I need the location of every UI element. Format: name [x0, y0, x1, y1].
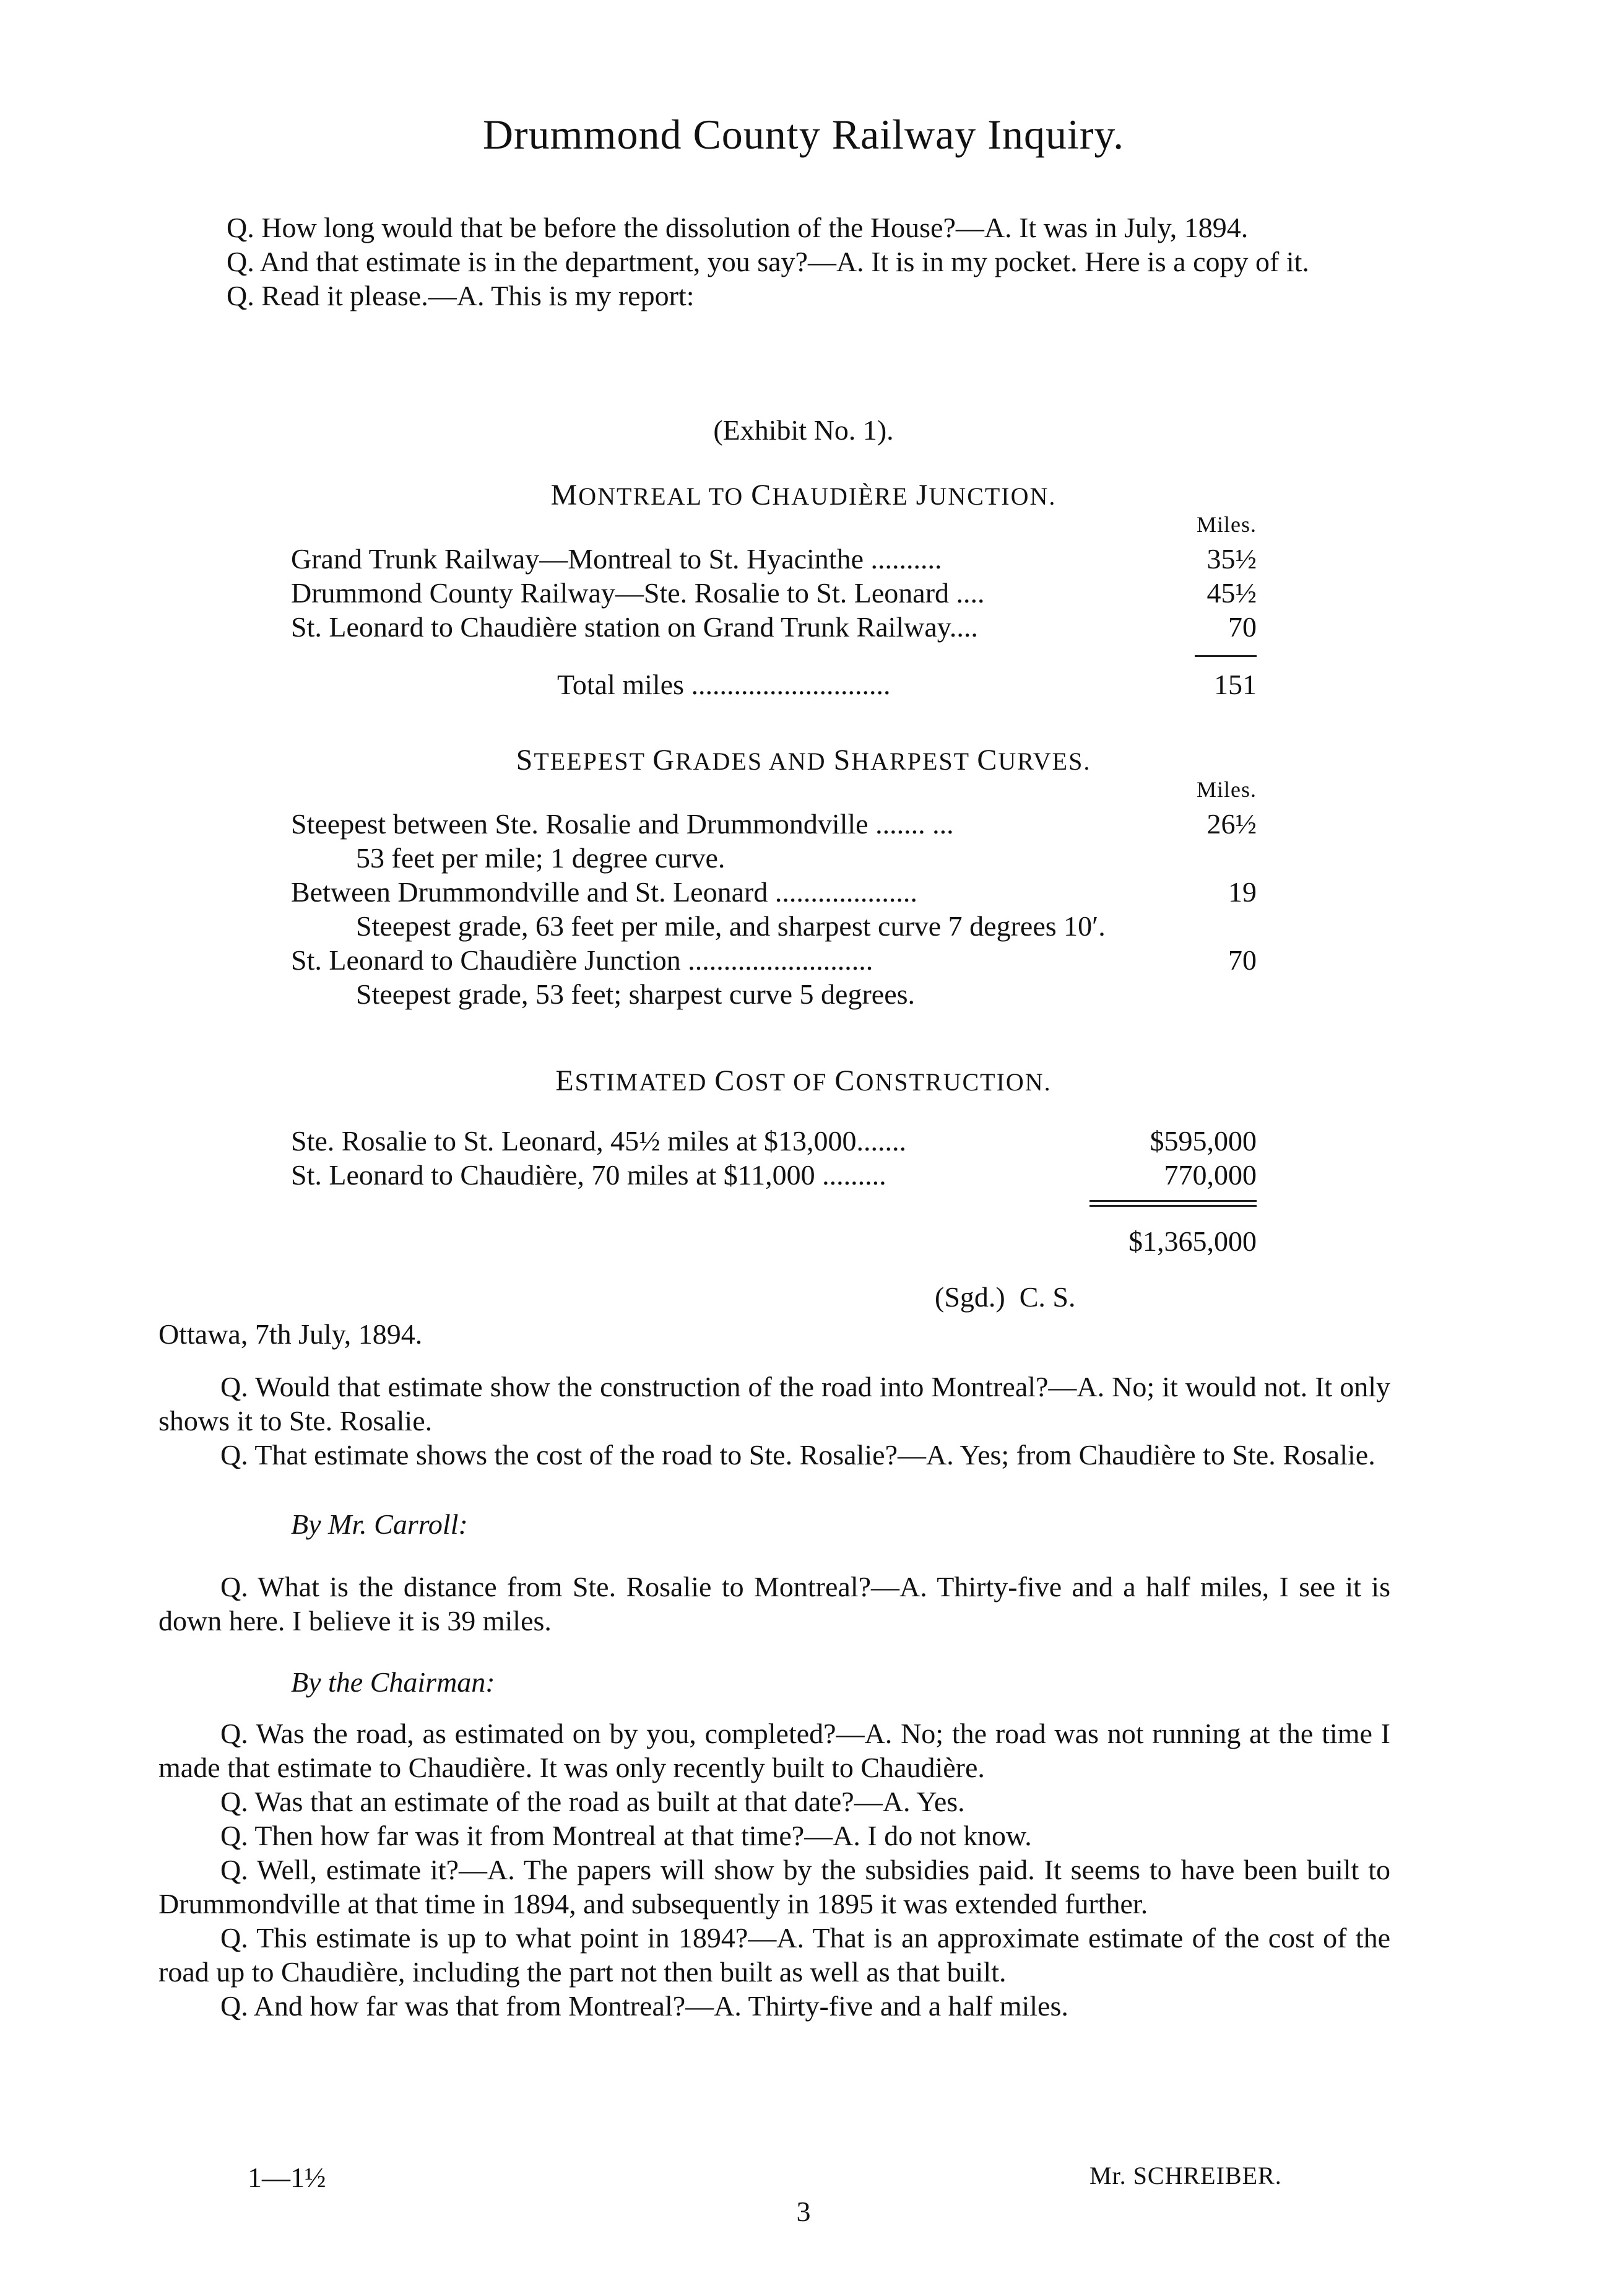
signature: (Sgd.) C. S. — [935, 1281, 1076, 1313]
qa-paragraph: Q. And that estimate is in the department, you say?—A. It is in my pocket. Here is a copy of it. — [227, 246, 1309, 277]
cost-total: $1,365,000 — [1128, 1225, 1257, 1257]
qa-paragraph: Q. This estimate is up to what point in 1894?—A. That is an approximate estimate of the cost of the road up to Chaudière, including the part not then built as well as that built. — [158, 1922, 1390, 1988]
qa-paragraph: Q. Well, estimate it?—A. The papers will show by the subsidies paid. It seems to have been built to Drummondville at that time in 1894, and subsequently in 1895 it was extended further. — [158, 1854, 1390, 1920]
cost-table — [291, 1124, 1257, 1192]
sum-rule — [1089, 1200, 1257, 1202]
section-heading-route: MONTREAL TO CHAUDIÈRE JUNCTION. — [550, 479, 1057, 511]
table-row: St. Leonard to Chaudière station on Grand Trunk Railway.... 70 — [291, 611, 1257, 643]
qa-block-3 — [158, 1716, 1390, 2023]
section-heading-grades: STEEPEST GRADES AND SHARPEST CURVES. — [516, 744, 1091, 776]
table-row: Ste. Rosalie to St. Leonard, 45½ miles at $13,000....... $595,000 — [291, 1125, 1257, 1157]
table-row: Grand Trunk Railway—Montreal to St. Hyacinthe .......... 35½ — [291, 543, 1257, 575]
page-title: Drummond County Railway Inquiry. — [482, 111, 1125, 158]
qa-paragraph: Q. That estimate shows the cost of the road to Ste. Rosalie?—A. Yes; from Chaudière to Ste. Rosalie. — [220, 1439, 1375, 1471]
qa-block-2 — [158, 1570, 1390, 1638]
qa-block-1 — [158, 1370, 1390, 1472]
table-row: Drummond County Railway—Ste. Rosalie to St. Leonard .... 45½ — [291, 577, 1257, 609]
unit-label: Miles. — [1196, 777, 1257, 802]
qa-paragraph: Q. How long would that be before the dissolution of the House?—A. It was in July, 1894. — [227, 212, 1249, 243]
total-row: Total miles ............................ 151 — [557, 669, 1257, 700]
witness-name: Mr. SCHREIBER. — [1089, 2162, 1282, 2189]
grades-table — [291, 773, 1257, 1011]
sum-rule — [1089, 1205, 1257, 1207]
qa-paragraph: Q. Then how far was it from Montreal at that time?—A. I do not know. — [220, 1820, 1032, 1851]
route-table — [291, 508, 1257, 644]
row-note: Steepest grade, 53 feet; sharpest curve 5 degrees. — [356, 978, 916, 1010]
speaker-heading: By the Chairman: — [291, 1666, 495, 1698]
section-heading-cost: ESTIMATED COST OF CONSTRUCTION. — [555, 1064, 1052, 1097]
qa-paragraph: Q. And how far was that from Montreal?—A. Thirty-five and a half miles. — [220, 1990, 1068, 2022]
table-row: Steepest between Ste. Rosalie and Drummondville ....... ... 26½ — [291, 808, 1257, 840]
intro-qa — [165, 211, 1390, 313]
table-row: St. Leonard to Chaudière, 70 miles at $11,000 ......... 770,000 — [291, 1159, 1257, 1191]
qa-paragraph: Q. Was the road, as estimated on by you, completed?—A. No; the road was not running at the time I made that estimate to Chaudière. It was only recently built to Chaudière. — [158, 1718, 1390, 1783]
place-date: Ottawa, 7th July, 1894. — [158, 1318, 423, 1350]
qa-paragraph: Q. What is the distance from Ste. Rosalie to Montreal?—A. Thirty-five and a half miles, I see it is down here. I believe it is 39 miles. — [158, 1571, 1390, 1637]
speaker-heading: By Mr. Carroll: — [291, 1508, 468, 1540]
qa-paragraph: Q. Would that estimate show the construction of the road into Montreal?—A. No; it would not. It only shows it to Ste. Rosalie. — [158, 1371, 1390, 1437]
table-row: St. Leonard to Chaudière Junction .......................... 70 — [291, 944, 1257, 976]
signature-mark: 1—1½ — [248, 2162, 326, 2193]
sum-rule — [1195, 655, 1257, 657]
exhibit-label: (Exhibit No. 1). — [713, 414, 894, 446]
row-note: Steepest grade, 63 feet per mile, and sharpest curve 7 degrees 10′. — [356, 910, 1106, 942]
unit-label: Miles. — [1196, 512, 1257, 537]
qa-paragraph: Q. Was that an estimate of the road as built at that date?—A. Yes. — [220, 1786, 965, 1817]
table-row: Between Drummondville and St. Leonard .................... 19 — [291, 876, 1257, 908]
qa-paragraph: Q. Read it please.—A. This is my report: — [227, 280, 695, 311]
row-note: 53 feet per mile; 1 degree curve. — [356, 842, 726, 874]
page-number: 3 — [796, 2196, 811, 2227]
